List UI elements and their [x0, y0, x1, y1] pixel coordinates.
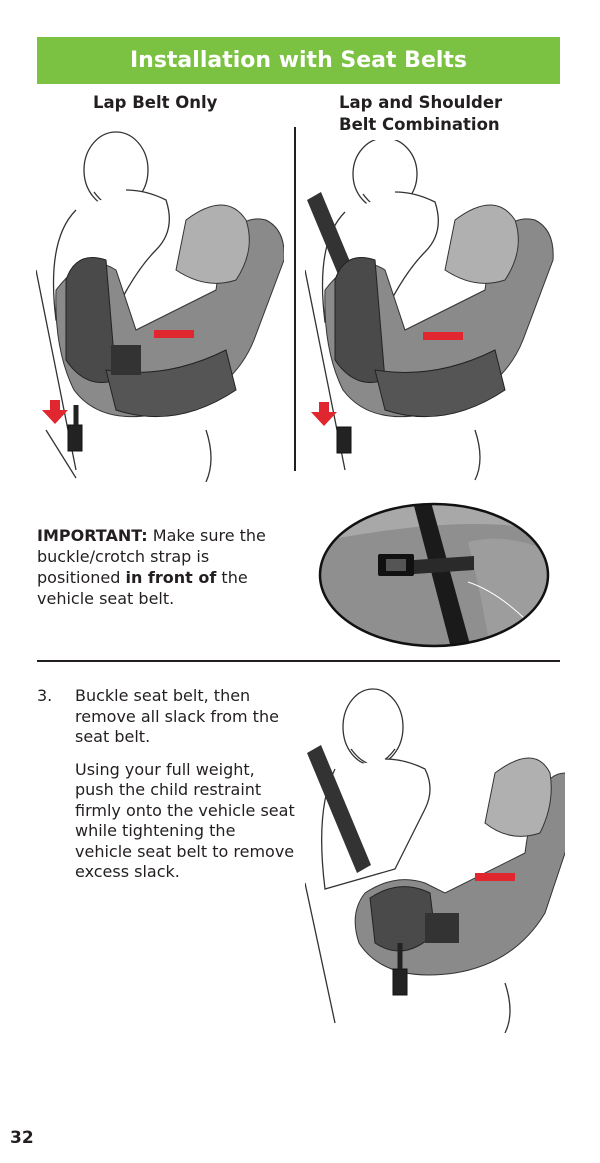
lap-shoulder-belt-illustration [305, 140, 555, 482]
section-title-banner [37, 37, 560, 84]
section-rule [37, 660, 560, 662]
section-title: Installation with Seat Belts [129, 48, 468, 73]
page-number: 32 [10, 1128, 34, 1148]
lap-belt-illustration [36, 130, 284, 482]
important-emphasis: in front of [125, 568, 217, 587]
important-text-1: Make sure the buckle/crotch strap is positioned [37, 526, 266, 587]
figure-divider [294, 127, 296, 471]
important-text-2: the vehicle seat belt. [37, 568, 248, 608]
step-number: 3. [37, 686, 53, 705]
step-3-paragraph-2: Using your full weight, push the child restraint firmly onto the vehicle seat while tightening the vehicle seat belt to remove excess slack. [75, 759, 295, 881]
important-label: IMPORTANT: [37, 526, 148, 545]
buckle-detail-illustration [318, 502, 550, 648]
caption-lap-shoulder-belt [339, 92, 502, 136]
important-note [37, 525, 282, 609]
tightening-belt-illustration [305, 683, 565, 1033]
step-3 [37, 686, 297, 895]
caption-line-1: Lap and Shoulder [339, 93, 503, 112]
caption-lap-belt-only: Lap Belt Only [93, 93, 218, 112]
step-3-paragraph-1: Buckle seat belt, then remove all slack from the seat belt. [75, 686, 279, 746]
caption-line-2: Belt Combination [339, 115, 500, 134]
